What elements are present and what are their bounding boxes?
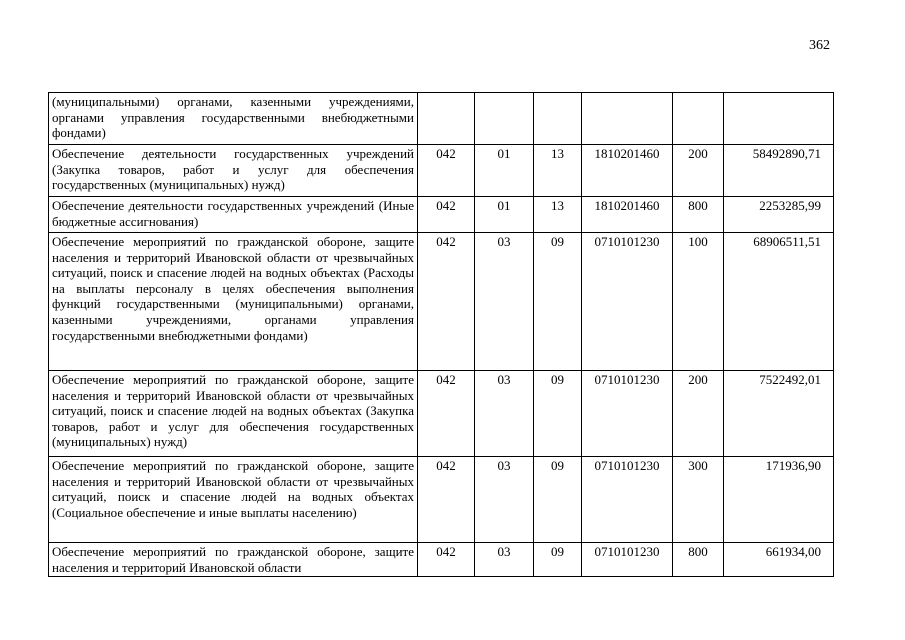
expense-type-code: 200 <box>673 371 724 457</box>
expense-description: Обеспечение мероприятий по гражданской обороне, защите населения и территорий Ивановской области от чрезвычайных ситуаций, поиск и спасение людей на водных объектах (Социальное обеспечение и иные выплаты населению) <box>49 457 418 543</box>
table-row <box>49 371 834 457</box>
amount: 2253285,99 <box>724 197 834 233</box>
table-row <box>49 233 834 371</box>
expense-description: Обеспечение деятельности государственных учреждений (Иные бюджетные ассигнования) <box>49 197 418 233</box>
admin-code: 042 <box>418 145 475 197</box>
section-code: 03 <box>475 371 534 457</box>
amount: 68906511,51 <box>724 233 834 371</box>
amount: 58492890,71 <box>724 145 834 197</box>
section-code: 01 <box>475 197 534 233</box>
admin-code: 042 <box>418 371 475 457</box>
admin-code: 042 <box>418 457 475 543</box>
admin-code <box>418 93 475 145</box>
expense-type-code: 200 <box>673 145 724 197</box>
target-code: 1810201460 <box>582 145 673 197</box>
section-code: 03 <box>475 233 534 371</box>
subsection-code: 09 <box>534 233 582 371</box>
table-row <box>49 145 834 197</box>
admin-code: 042 <box>418 197 475 233</box>
amount: 7522492,01 <box>724 371 834 457</box>
expense-type-code: 800 <box>673 543 724 577</box>
subsection-code: 09 <box>534 371 582 457</box>
section-code: 01 <box>475 145 534 197</box>
subsection-code: 13 <box>534 145 582 197</box>
amount: 661934,00 <box>724 543 834 577</box>
amount: 171936,90 <box>724 457 834 543</box>
expense-description: Обеспечение деятельности государственных учреждений (Закупка товаров, работ и услуг для обеспечения государственных (муниципальных) нужд) <box>49 145 418 197</box>
expense-description: Обеспечение мероприятий по гражданской обороне, защите населения и территорий Ивановской области <box>49 543 418 577</box>
expense-type-code: 100 <box>673 233 724 371</box>
table-row <box>49 93 834 145</box>
page-number: 362 <box>809 38 830 53</box>
subsection-code: 13 <box>534 197 582 233</box>
expense-type-code <box>673 93 724 145</box>
target-code: 0710101230 <box>582 543 673 577</box>
expense-description: (муниципальными) органами, казенными учреждениями, органами управления государственными внебюджетными фондами) <box>49 93 418 145</box>
table-row <box>49 197 834 233</box>
subsection-code: 09 <box>534 457 582 543</box>
expense-type-code: 800 <box>673 197 724 233</box>
table-row <box>49 457 834 543</box>
expense-description: Обеспечение мероприятий по гражданской обороне, защите населения и территорий Ивановской области от чрезвычайных ситуаций, поиск и спасение людей на водных объектах (Расходы на выплаты персоналу в целях обеспечения выполнения функций государственными (муниципальными) органами, казенными учреждениями, органами управления государственными внебюджетными фондами) <box>49 233 418 371</box>
subsection-code: 09 <box>534 543 582 577</box>
admin-code: 042 <box>418 543 475 577</box>
section-code <box>475 93 534 145</box>
target-code: 0710101230 <box>582 371 673 457</box>
section-code: 03 <box>475 543 534 577</box>
expense-description: Обеспечение мероприятий по гражданской обороне, защите населения и территорий Ивановской области от чрезвычайных ситуаций, поиск и спасение людей на водных объектах (Закупка товаров, работ и услуг для обеспечения государственных (муниципальных) нужд) <box>49 371 418 457</box>
target-code: 1810201460 <box>582 197 673 233</box>
expense-type-code: 300 <box>673 457 724 543</box>
target-code: 0710101230 <box>582 457 673 543</box>
amount <box>724 93 834 145</box>
budget-table <box>48 92 834 577</box>
subsection-code <box>534 93 582 145</box>
admin-code: 042 <box>418 233 475 371</box>
target-code: 0710101230 <box>582 233 673 371</box>
table-row <box>49 543 834 577</box>
target-code <box>582 93 673 145</box>
section-code: 03 <box>475 457 534 543</box>
